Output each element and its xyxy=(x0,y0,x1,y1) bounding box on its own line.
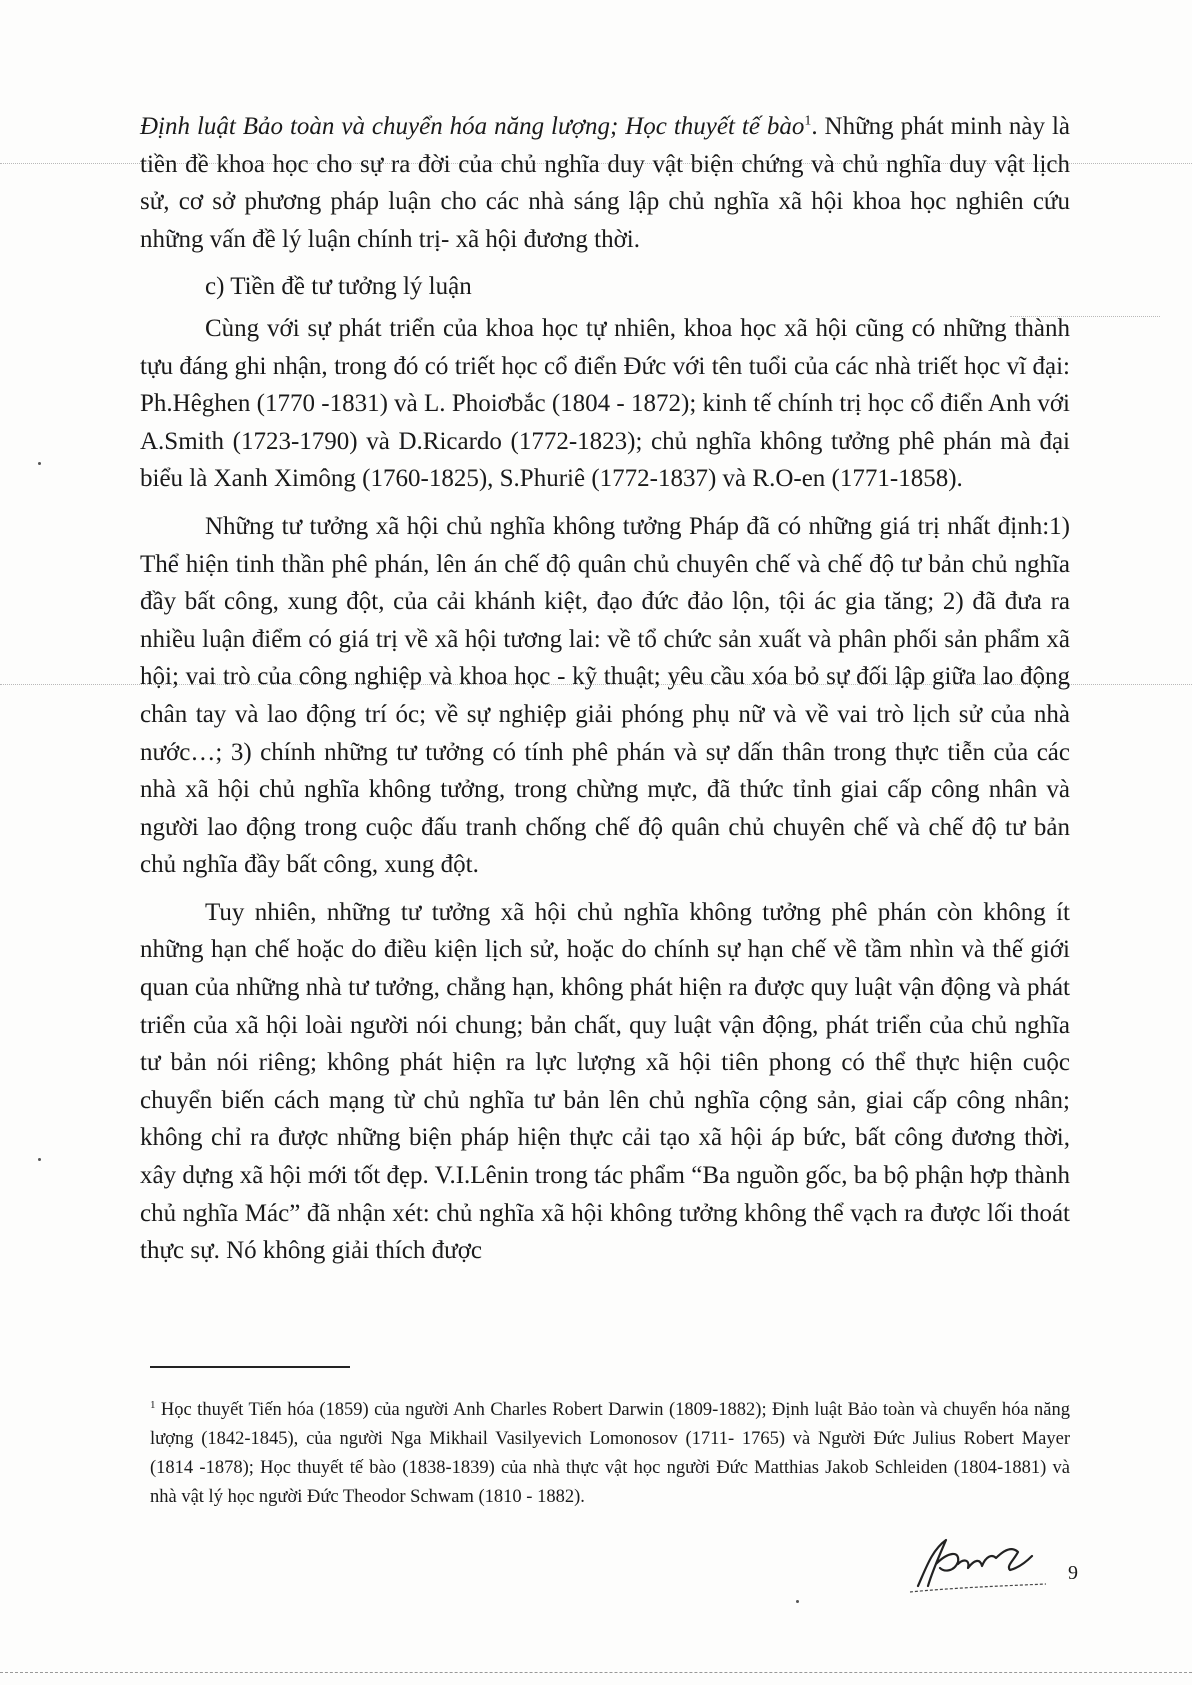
law-of-energy-title: Định luật Bảo toàn và chuyển hóa năng lượng xyxy=(140,113,610,140)
footnote xyxy=(150,1396,1070,1512)
footnote-text: Học thuyết Tiến hóa (1859) của người Anh Charles Robert Darwin (1809-1882); Định luật Bảo toàn và chuyển hóa năng lượng (1842-1845), của người Nga Mikhail Vasilyevich Lomonosov (1711- 1765) và Người Đức Julius Robert Mayer (1814 -1878); Học thuyết tế bào (1838-1839) của nhà thực vật học người Đức Matthias Jakob Schleiden (1804-1881) và nhà vật lý học người Đức Theodor Schwam (1810 - 1882). xyxy=(150,1400,1070,1507)
footnote-marker: 1 xyxy=(150,1398,156,1411)
title-separator: ; xyxy=(609,113,626,140)
footnote-reference[interactable]: 1 xyxy=(804,113,812,129)
paragraph: Tuy nhiên, những tư tưởng xã hội chủ nghĩa không tưởng phê phán còn không ít những hạn chế hoặc do điều kiện lịch sử, hoặc do chính sự hạn chế về tầm nhìn và thế giới quan của những nhà tư tưởng, chẳng hạn, không phát hiện ra được quy luật vận động và phát triển của xã hội loài người nói chung; bản chất, quy luật vận động, phát triển của chủ nghĩa tư bản nói riêng; không phát hiện ra lực lượng xã hội tiên phong có thể thực hiện cuộc chuyển biến cách mạng từ chủ nghĩa tư bản lên chủ nghĩa cộng sản, giai cấp công nhân; không chỉ ra được những biện pháp hiện thực cải tạo xã hội áp bức, bất công đương thời, xây dựng xã hội mới tốt đẹp. V.I.Lênin trong tác phẩm “Ba nguồn gốc, ba bộ phận hợp thành chủ nghĩa Mác” đã nhận xét: chủ nghĩa xã hội không tưởng không thể vạch ra được lối thoát thực sự. Nó không giải thích được xyxy=(140,898,1070,1265)
page-bottom-edge xyxy=(0,1672,1192,1673)
scan-speck xyxy=(38,1158,41,1161)
body-text xyxy=(140,108,1070,1270)
footnote-separator xyxy=(150,1366,350,1368)
paragraph-continuation xyxy=(140,108,1070,258)
scan-speck xyxy=(796,1600,799,1603)
section-heading: c) Tiền đề tư tưởng lý luận xyxy=(205,273,472,301)
scan-speck xyxy=(38,462,41,465)
paragraph: Những tư tưởng xã hội chủ nghĩa không tưởng Pháp đã có những giá trị nhất định:1) Thể hiện tinh thần phê phán, lên án chế độ quân chủ chuyên chế và chế độ tư bản chủ nghĩa đầy bất công, xung đột, của cải khánh kiệt, đạo đức đảo lộn, tội ác gia tăng; 2) đã đưa ra nhiều luận điểm có giá trị về xã hội tương lai: về tổ chức sản xuất và phân phối sản phẩm xã hội; vai trò của công nghiệp và khoa học - kỹ thuật; yêu cầu xóa bỏ sự đối lập giữa lao động chân tay và lao động trí óc; về sự nghiệp giải phóng phụ nữ và về vai trò lịch sử của nhà nước…; 3) chính những tư tưởng có tính phê phán và sự dấn thân trong thực tiễn của các nhà xã hội chủ nghĩa không tưởng, trong chừng mực, đã thức tỉnh giai cấp công nhân và người lao động trong cuộc đấu tranh chống chế độ quân chủ chuyên chế và chế độ tư bản chủ nghĩa đầy bất công, xung đột. xyxy=(140,512,1070,879)
handwritten-signature xyxy=(900,1528,1050,1598)
paragraph: Cùng với sự phát triển của khoa học tự nhiên, khoa học xã hội cũng có những thành tựu đáng ghi nhận, trong đó có triết học cổ điển Đức với tên tuổi của các nhà triết học vĩ đại: Ph.Hêghen (1770 -1831) và L. Phoiơbắc (1804 - 1872); kinh tế chính trị học cổ điển Anh với A.Smith (1723-1790) và D.Ricardo (1772-1823); chủ nghĩa không tưởng phê phán mà đại biểu là Xanh Ximông (1760-1825), S.Phuriê (1772-1837) và R.O-en (1771-1858). xyxy=(140,314,1070,493)
page-number: 9 xyxy=(1068,1562,1078,1584)
cell-theory-title: Học thuyết tế bào xyxy=(625,113,805,140)
paragraph-text: . Những phát minh này là tiền đề khoa học cho sự ra đời của chủ nghĩa duy vật biện chứng và chủ nghĩa duy vật lịch sử, cơ sở phương pháp luận cho các nhà sáng lập chủ nghĩa xã hội khoa học nghiên cứu những vấn đề lý luận chính trị- xã hội đương thời. xyxy=(140,113,1071,253)
